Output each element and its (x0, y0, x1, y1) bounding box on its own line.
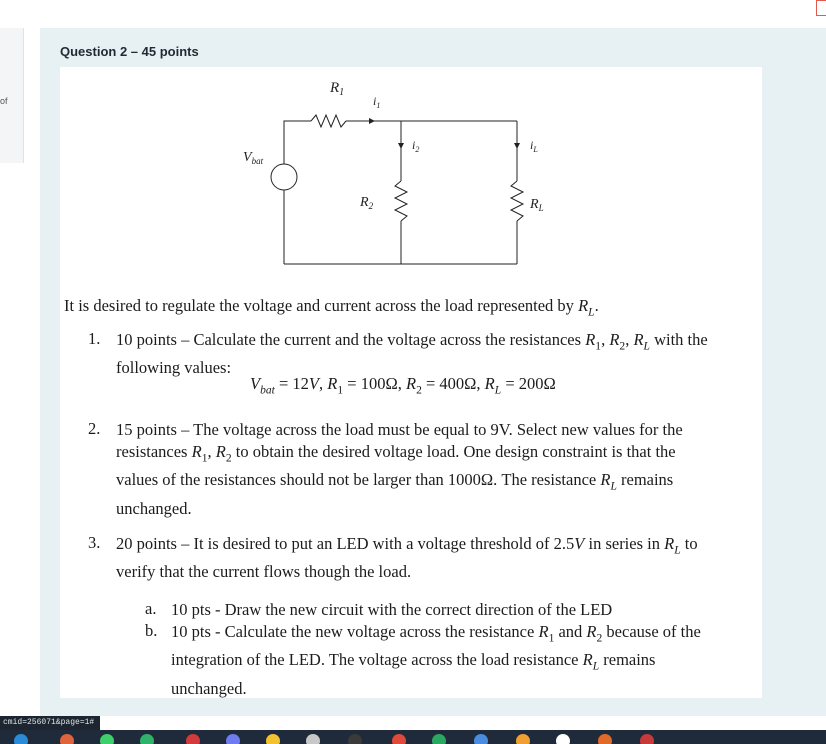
subitem-text: 10 pts - Calculate the new voltage across the resistance $R_1$ and $R_2$ because of the integration of the LED. The voltage across the load resistance $R_L$ remains unchanged. (171, 622, 701, 698)
label-vbat: $V_{bat}$ (243, 150, 264, 166)
subitem-letter: a. (145, 599, 157, 618)
app-icon[interactable] (266, 734, 280, 744)
label-i1: $i_1$ (373, 94, 381, 110)
app-icon[interactable] (306, 734, 320, 744)
left-side-panel (0, 28, 24, 163)
question-title: Question 2 – 45 points (60, 44, 199, 59)
app-icon[interactable] (432, 734, 446, 744)
arrow-il (514, 143, 520, 149)
item-text: 10 points – Calculate the current and the voltage across the resistances $R_1$, $R_2$, $R_L$ with the following values: (116, 330, 708, 378)
resistor-rl (511, 181, 523, 221)
resistor-r2 (395, 181, 407, 221)
subitem-letter: b. (145, 621, 158, 640)
label-r1: $R_1$ (330, 80, 345, 98)
item-number: 2. (88, 419, 101, 438)
taskbar (0, 730, 826, 744)
values-equation: $V_{bat} = 12V$, $R_1 = 100\Omega$, $R_2 = 400\Omega$, $R_L = 200\Omega$ (250, 374, 556, 397)
app-icon[interactable] (100, 734, 114, 744)
label-il: $i_L$ (530, 138, 538, 154)
app-icon[interactable] (598, 734, 612, 744)
url-tooltip: cmid=256071&page=1# (0, 716, 100, 730)
corner-button[interactable] (816, 0, 826, 16)
app-icon[interactable] (140, 734, 154, 744)
item-number: 3. (88, 533, 101, 552)
app-icon[interactable] (392, 734, 406, 744)
app-icon[interactable] (60, 734, 74, 744)
app-icon[interactable] (348, 734, 362, 744)
item-number: 1. (88, 329, 101, 348)
label-r2: $R_2$ (360, 195, 374, 211)
label-rl: $R_L$ (530, 197, 544, 213)
label-i2: $i_2$ (412, 138, 420, 154)
app-icon[interactable] (556, 734, 570, 744)
chrome-icon[interactable] (14, 734, 28, 744)
battery-source (271, 164, 297, 190)
question-image (60, 67, 762, 698)
arrow-i2 (398, 143, 404, 149)
left-panel-text: of (0, 96, 8, 106)
resistor-r1 (311, 115, 346, 127)
app-icon[interactable] (474, 734, 488, 744)
wire-left-top (284, 121, 311, 164)
item-text: 20 points – It is desired to put an LED with a voltage threshold of 2.5V in series in $R_L$ to verify that the current flows though the load. (116, 534, 698, 582)
app-icon[interactable] (516, 734, 530, 744)
problem-intro: It is desired to regulate the voltage and current across the load represented by $R_L$. (64, 296, 599, 319)
subitem-text: 10 pts - Draw the new circuit with the correct direction of the LED (171, 600, 613, 619)
app-icon[interactable] (226, 734, 240, 744)
app-icon[interactable] (186, 734, 200, 744)
app-icon[interactable] (640, 734, 654, 744)
arrow-i1 (369, 118, 375, 124)
circuit-diagram (60, 67, 762, 282)
item-text: 15 points – The voltage across the load must be equal to 9V. Select new values for the resistances $R_1$, $R_2$ to obtain the desired voltage load. One design constraint is that the values of the resistances should not be larger than 1000Ω. The resistance $R_L$ remains unchanged. (116, 420, 683, 518)
